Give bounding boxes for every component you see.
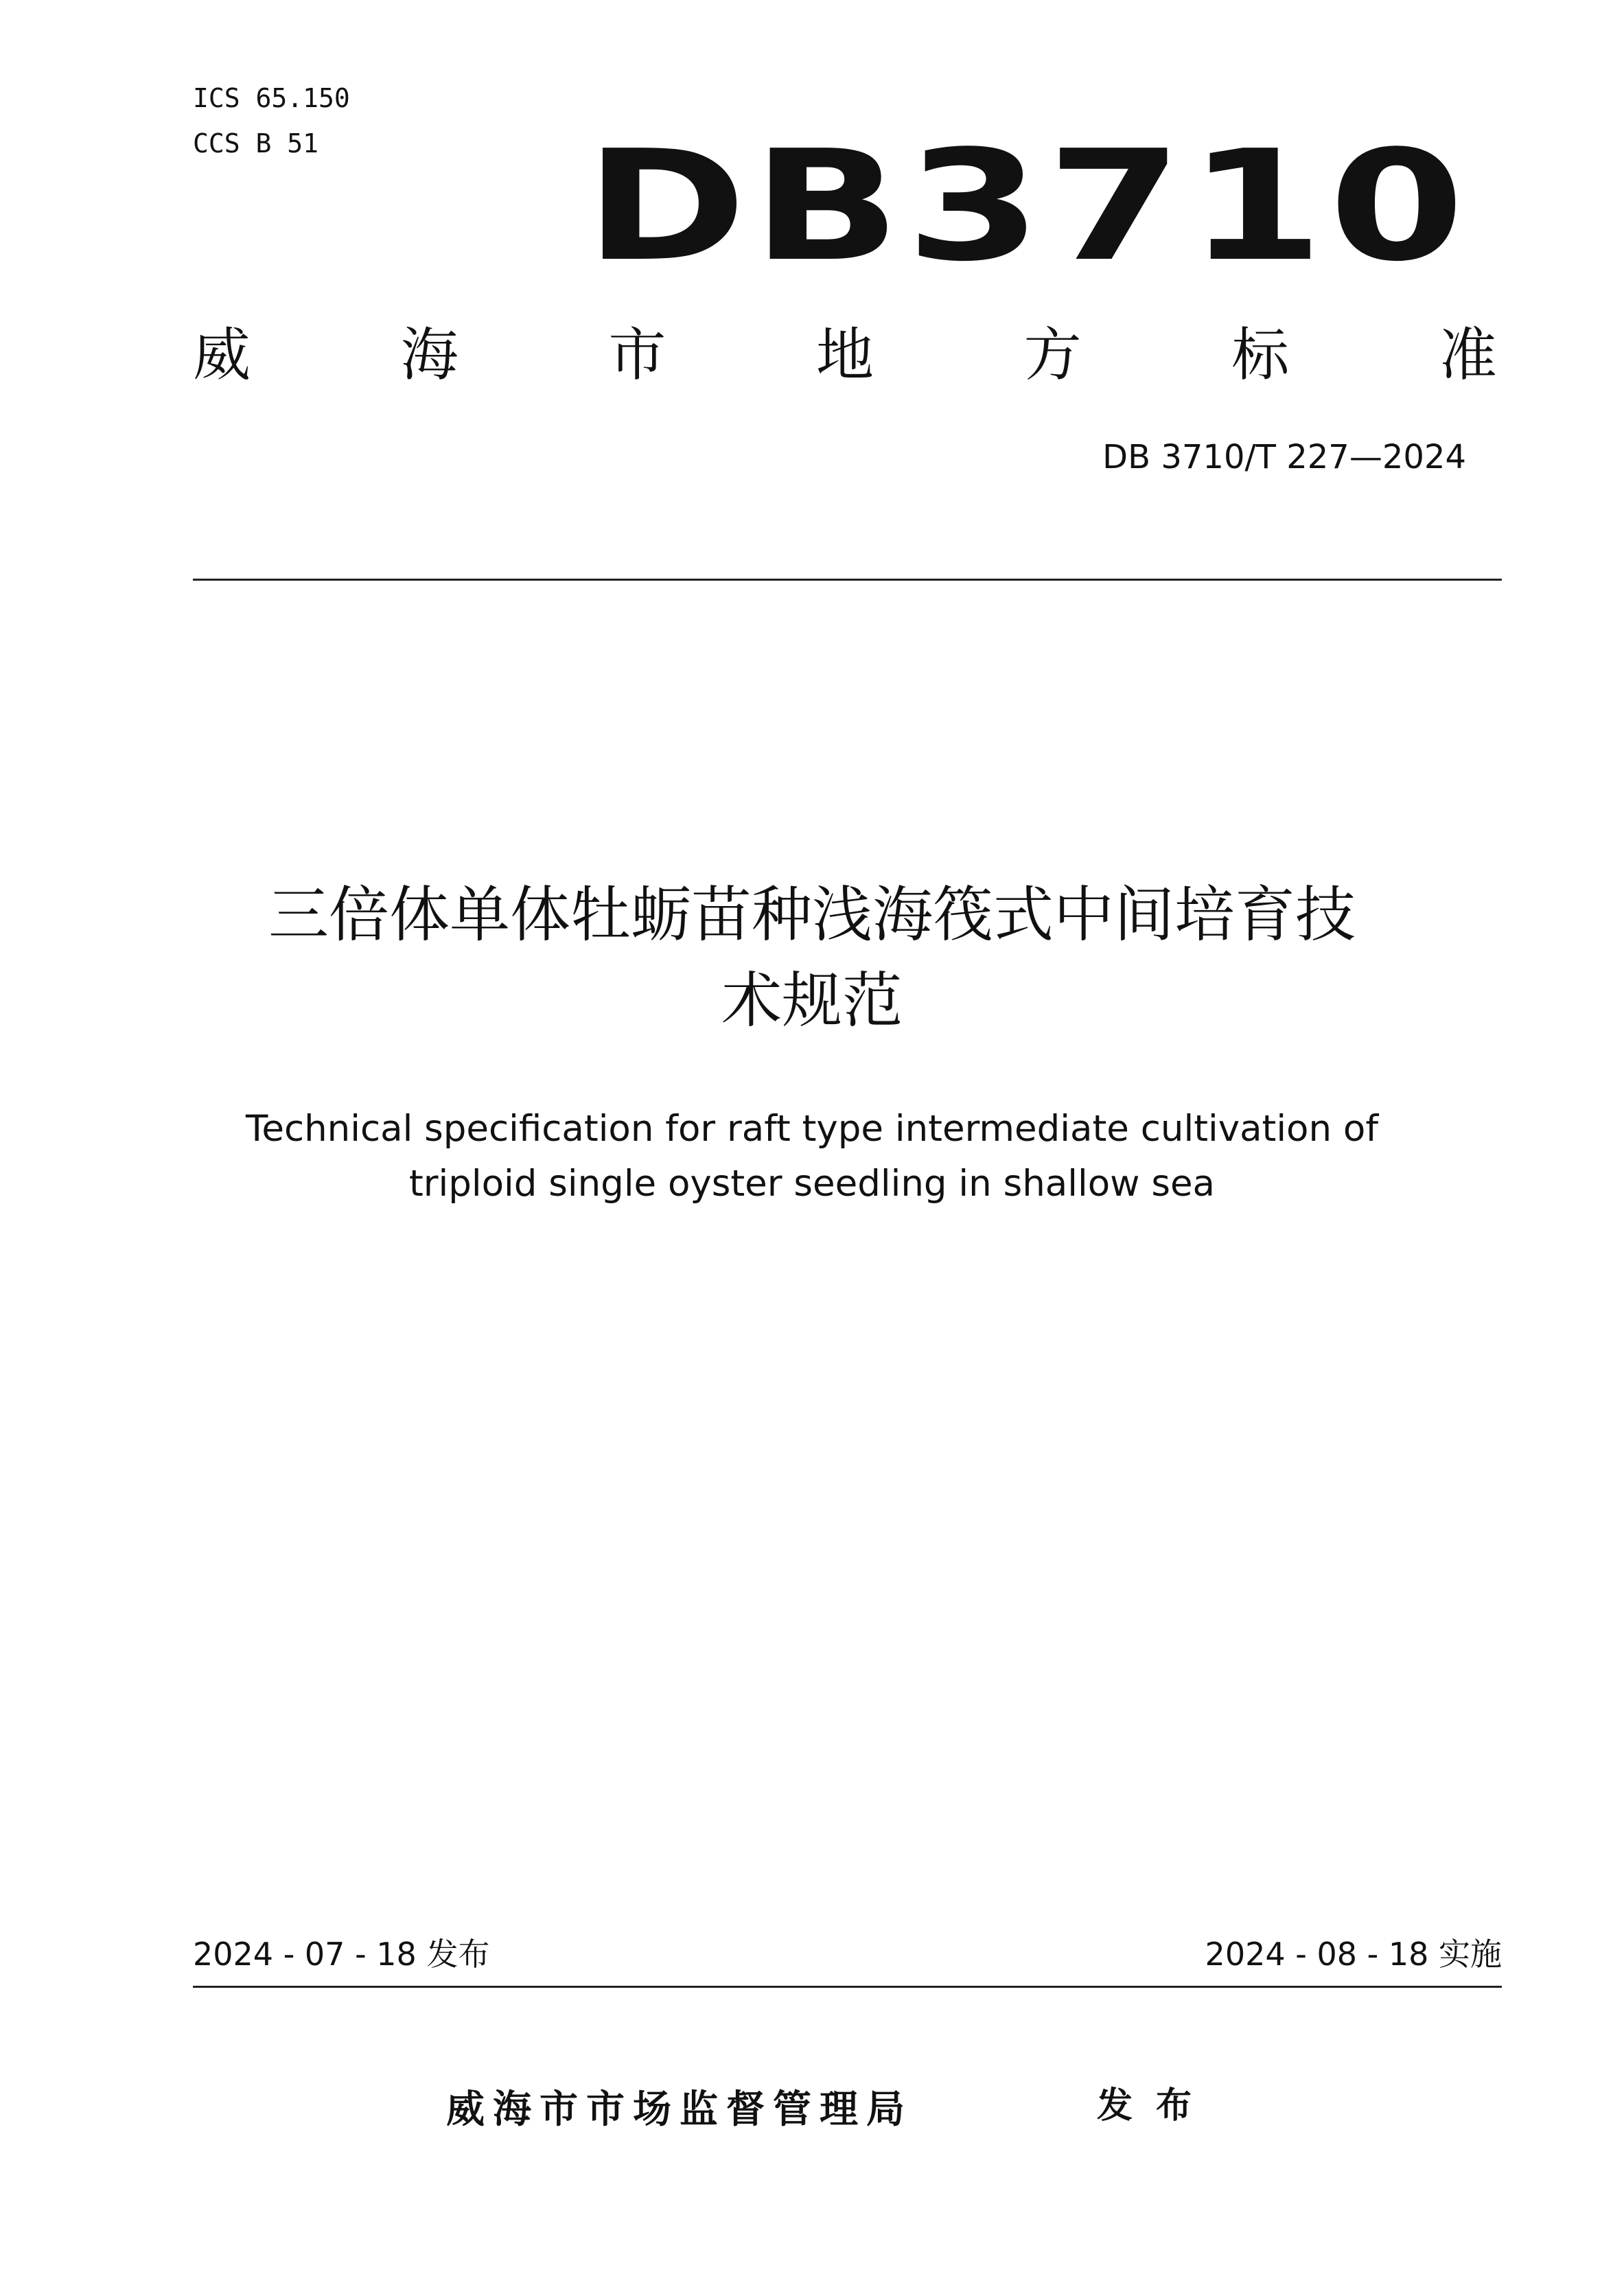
- standard-type-char: 市: [608, 321, 666, 389]
- ccs-code: CCS B 51: [193, 128, 319, 159]
- standard-code-logo: DB3710: [584, 118, 1470, 295]
- standard-type-char: 方: [1023, 321, 1082, 389]
- english-title-line: triploid single oyster seedling in shallow sea: [408, 1163, 1216, 1205]
- standard-type-heading: [193, 317, 1497, 393]
- issue-date: 2024 - 07 - 18 发布: [193, 1936, 490, 1973]
- implementation-date: 2024 - 08 - 18 实施: [1205, 1936, 1502, 1973]
- standard-type-char: 标: [1231, 321, 1290, 389]
- english-title-line: Technical specification for raft type intermediate cultivation of: [245, 1108, 1379, 1150]
- issue-label: 发布: [1097, 2085, 1216, 2126]
- ics-code: ICS 65.150: [193, 83, 350, 113]
- chinese-title: [137, 872, 1487, 1043]
- chinese-title-line: 三倍体单体牡蛎苗种浅海筏式中间培育技: [268, 879, 1356, 950]
- standard-type-char: 准: [1439, 321, 1497, 389]
- english-title: [137, 1102, 1487, 1211]
- footer-divider: [193, 1986, 1502, 1988]
- standard-type-char: 威: [193, 321, 251, 389]
- chinese-title-line: 术规范: [721, 965, 903, 1036]
- standard-number: DB 3710/T 227—2024: [1102, 438, 1466, 476]
- issuing-authority: 威海市市场监督管理局: [446, 2087, 913, 2132]
- standard-type-char: 地: [815, 321, 874, 389]
- standard-type-char: 海: [400, 321, 459, 389]
- header-divider: [193, 579, 1502, 581]
